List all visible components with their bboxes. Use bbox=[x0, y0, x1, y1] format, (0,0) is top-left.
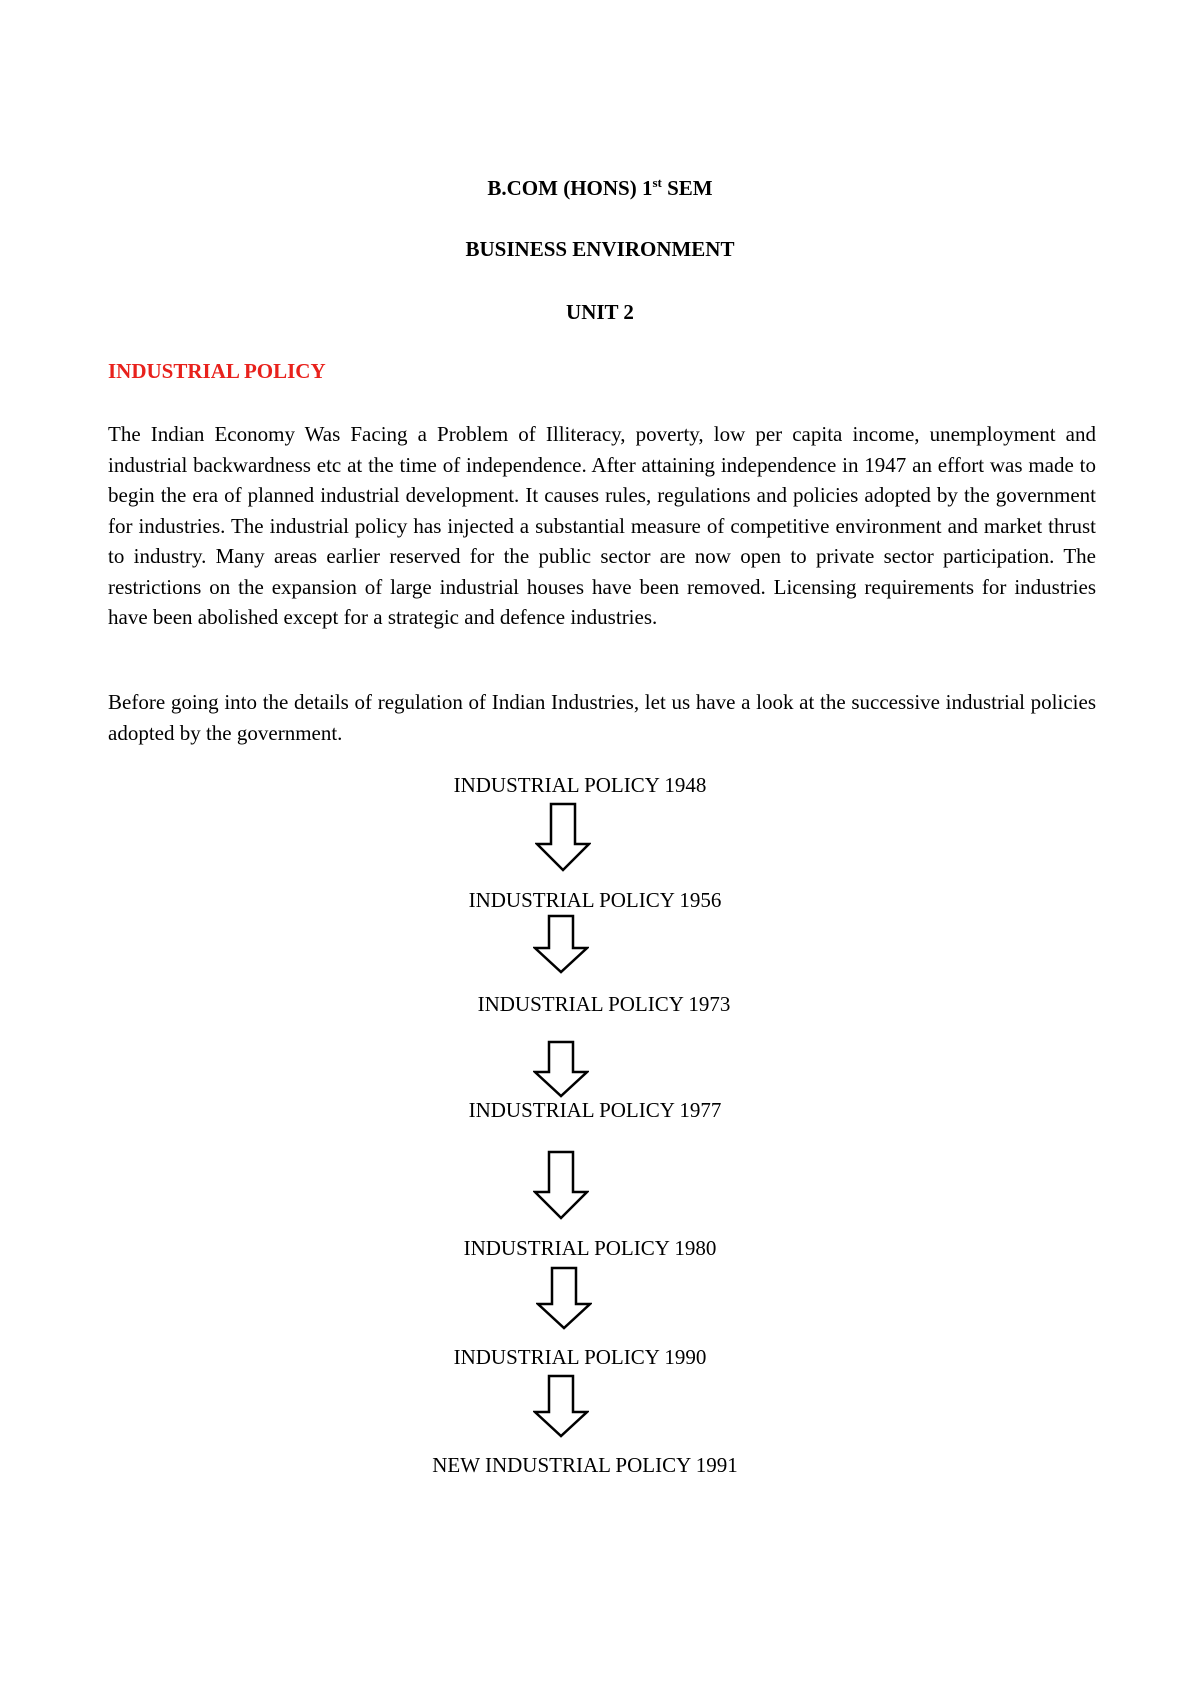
flow-step-1977: INDUSTRIAL POLICY 1977 bbox=[468, 1098, 722, 1122]
intro-paragraph: The Indian Economy Was Facing a Problem of Illiteracy, poverty, low per capita income, unemployment and industrial backwardness etc at the time of independence. After attaining independence in 1947 an effort was made to begin the era of planned industrial development. It causes rules, regulations and policies adopted by the government for industries. The industrial policy has injected a substantial measure of competitive environment and market thrust to industry. Many areas earlier reserved for the public sector are now open to private sector participation. The restrictions on the expansion of large industrial houses have been removed. Licensing requirements for industries have been abolished except for a strategic and defence industries. bbox=[108, 422, 1096, 629]
flow-step-1980: INDUSTRIAL POLICY 1980 bbox=[463, 1236, 717, 1260]
course-ordinal-suffix: st bbox=[652, 175, 662, 190]
section-title: INDUSTRIAL POLICY bbox=[108, 359, 326, 383]
course-heading: B.COM (HONS) 1st SEM bbox=[487, 175, 713, 200]
hollow-down-arrow-icon bbox=[533, 1040, 589, 1098]
hollow-down-arrow-icon bbox=[535, 802, 591, 872]
flow-step-1973: INDUSTRIAL POLICY 1973 bbox=[477, 992, 731, 1016]
hollow-down-arrow-icon bbox=[536, 1266, 592, 1330]
hollow-down-arrow-icon bbox=[533, 1150, 589, 1220]
flow-step-1991: NEW INDUSTRIAL POLICY 1991 bbox=[432, 1453, 738, 1477]
hollow-down-arrow-icon bbox=[533, 1374, 589, 1438]
flow-step-1956: INDUSTRIAL POLICY 1956 bbox=[468, 888, 722, 912]
flow-step-1990: INDUSTRIAL POLICY 1990 bbox=[453, 1345, 707, 1369]
flow-step-1948: INDUSTRIAL POLICY 1948 bbox=[453, 773, 707, 797]
hollow-down-arrow-icon bbox=[533, 914, 589, 974]
lead-in-paragraph: Before going into the details of regulation of Indian Industries, let us have a look at the successive industrial policies adopted by the government. bbox=[108, 690, 1096, 745]
subject-heading: BUSINESS ENVIRONMENT bbox=[465, 237, 735, 261]
unit-heading: UNIT 2 bbox=[566, 300, 634, 324]
